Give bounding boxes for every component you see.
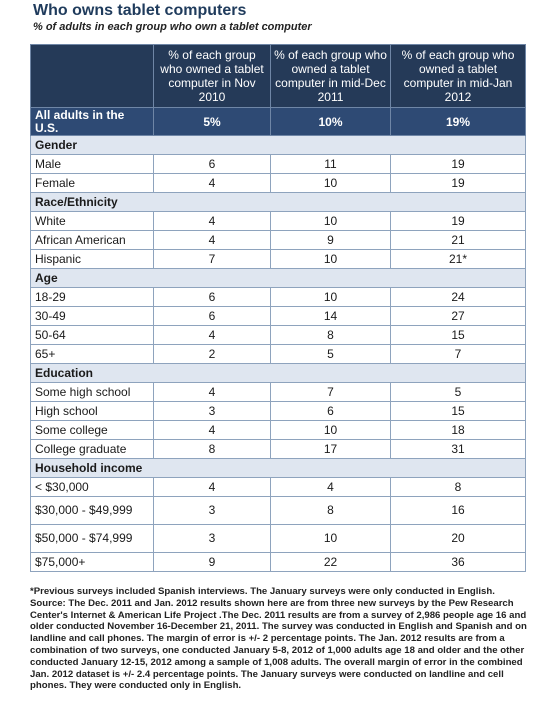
section-header-row bbox=[31, 459, 526, 478]
row-label: Female bbox=[31, 174, 154, 193]
cell-value: 21* bbox=[391, 250, 526, 269]
cell-value: 4 bbox=[154, 326, 271, 345]
cell-value: 6 bbox=[271, 402, 391, 421]
table-row bbox=[31, 525, 526, 553]
table-row bbox=[31, 212, 526, 231]
section-heading: Race/Ethnicity bbox=[31, 193, 526, 212]
cell-value: 10 bbox=[271, 421, 391, 440]
cell-value: 15 bbox=[391, 402, 526, 421]
cell-value: 6 bbox=[154, 307, 271, 326]
table-row bbox=[31, 288, 526, 307]
section-heading: Household income bbox=[31, 459, 526, 478]
column-header: % of each group who owned a tablet computer in mid-Dec 2011 bbox=[271, 45, 391, 108]
cell-value: 21 bbox=[391, 231, 526, 250]
section-header-row bbox=[31, 136, 526, 155]
column-header: % of each group who owned a tablet computer in mid-Jan 2012 bbox=[391, 45, 526, 108]
row-label: 18-29 bbox=[31, 288, 154, 307]
cell-value: 6 bbox=[154, 288, 271, 307]
cell-value: 19% bbox=[391, 108, 526, 136]
cell-value: 15 bbox=[391, 326, 526, 345]
section-heading: Education bbox=[31, 364, 526, 383]
row-label: < $30,000 bbox=[31, 478, 154, 497]
cell-value: 4 bbox=[154, 231, 271, 250]
section-header-row bbox=[31, 193, 526, 212]
table-row bbox=[31, 383, 526, 402]
cell-value: 4 bbox=[154, 212, 271, 231]
cell-value: 7 bbox=[271, 383, 391, 402]
row-label: Some college bbox=[31, 421, 154, 440]
cell-value: 17 bbox=[271, 440, 391, 459]
cell-value: 7 bbox=[391, 345, 526, 364]
cell-value: 9 bbox=[154, 553, 271, 572]
page-subtitle: % of adults in each group who own a tablet computer bbox=[33, 21, 312, 33]
cell-value: 5% bbox=[154, 108, 271, 136]
cell-value: 4 bbox=[271, 478, 391, 497]
cell-value: 19 bbox=[391, 212, 526, 231]
cell-value: 3 bbox=[154, 497, 271, 525]
table-row bbox=[31, 326, 526, 345]
cell-value: 5 bbox=[391, 383, 526, 402]
row-label: African American bbox=[31, 231, 154, 250]
cell-value: 10 bbox=[271, 174, 391, 193]
cell-value: 16 bbox=[391, 497, 526, 525]
cell-value: 3 bbox=[154, 402, 271, 421]
cell-value: 4 bbox=[154, 174, 271, 193]
cell-value: 9 bbox=[271, 231, 391, 250]
page-title: Who owns tablet computers bbox=[33, 2, 247, 19]
cell-value: 4 bbox=[154, 478, 271, 497]
cell-value: 18 bbox=[391, 421, 526, 440]
all-adults-row bbox=[31, 108, 526, 136]
table-row bbox=[31, 174, 526, 193]
cell-value: 8 bbox=[271, 326, 391, 345]
row-label: College graduate bbox=[31, 440, 154, 459]
table-row bbox=[31, 497, 526, 525]
section-heading: Gender bbox=[31, 136, 526, 155]
row-label: Male bbox=[31, 155, 154, 174]
row-label: Some high school bbox=[31, 383, 154, 402]
cell-value: 4 bbox=[154, 421, 271, 440]
row-label: Hispanic bbox=[31, 250, 154, 269]
table-row bbox=[31, 155, 526, 174]
cell-value: 11 bbox=[271, 155, 391, 174]
row-label: 30-49 bbox=[31, 307, 154, 326]
row-label: $30,000 - $49,999 bbox=[31, 497, 154, 525]
cell-value: 10 bbox=[271, 212, 391, 231]
table-row bbox=[31, 231, 526, 250]
row-label: All adults in the U.S. bbox=[31, 108, 154, 136]
footnote-text: *Previous surveys included Spanish interviews. The January surveys were only conducted in English. Source: The Dec. 2011 and Jan. 2012 results shown here are from three new surveys by the Pew Research Center's Internet & American Life Project .The Dec. 2011 results are from a survey of 2,986 people age 16 and older conducted November 16-December 21, 2011. The survey was conducted in English and Spanish and on landline and call phones. The margin of error is +/- 2 percentage points. The Jan. 2012 results are from a combination of two surveys, one conducted January 5-8, 2012 of 1,000 adults age 18 and older and the other conducted January 12-15, 2012 among a sample of 1,008 adults. The overall margin of error in the combined Jan. 2012 dataset is +/- 2.4 percentage points. The January surveys were conducted on landline and cell phones. They were conducted only in English. bbox=[30, 586, 527, 692]
cell-value: 7 bbox=[154, 250, 271, 269]
cell-value: 14 bbox=[271, 307, 391, 326]
section-header-row bbox=[31, 364, 526, 383]
table-row bbox=[31, 250, 526, 269]
row-label: White bbox=[31, 212, 154, 231]
section-heading: Age bbox=[31, 269, 526, 288]
section-header-row bbox=[31, 269, 526, 288]
cell-value: 27 bbox=[391, 307, 526, 326]
cell-value: 3 bbox=[154, 525, 271, 553]
row-label: High school bbox=[31, 402, 154, 421]
table-row bbox=[31, 307, 526, 326]
cell-value: 10 bbox=[271, 250, 391, 269]
cell-value: 10 bbox=[271, 525, 391, 553]
cell-value: 4 bbox=[154, 383, 271, 402]
cell-value: 8 bbox=[391, 478, 526, 497]
table-row bbox=[31, 440, 526, 459]
cell-value: 10% bbox=[271, 108, 391, 136]
cell-value: 19 bbox=[391, 155, 526, 174]
cell-value: 31 bbox=[391, 440, 526, 459]
column-header: % of each group who owned a tablet computer in Nov 2010 bbox=[154, 45, 271, 108]
cell-value: 24 bbox=[391, 288, 526, 307]
cell-value: 2 bbox=[154, 345, 271, 364]
cell-value: 5 bbox=[271, 345, 391, 364]
tablet-ownership-table bbox=[30, 44, 526, 572]
header-corner-cell bbox=[31, 45, 154, 108]
row-label: 65+ bbox=[31, 345, 154, 364]
cell-value: 8 bbox=[271, 497, 391, 525]
cell-value: 22 bbox=[271, 553, 391, 572]
row-label: $75,000+ bbox=[31, 553, 154, 572]
table-row bbox=[31, 478, 526, 497]
header-row bbox=[31, 45, 526, 108]
cell-value: 36 bbox=[391, 553, 526, 572]
row-label: $50,000 - $74,999 bbox=[31, 525, 154, 553]
cell-value: 19 bbox=[391, 174, 526, 193]
table-row bbox=[31, 345, 526, 364]
cell-value: 8 bbox=[154, 440, 271, 459]
cell-value: 20 bbox=[391, 525, 526, 553]
table-row bbox=[31, 402, 526, 421]
cell-value: 6 bbox=[154, 155, 271, 174]
row-label: 50-64 bbox=[31, 326, 154, 345]
table-row bbox=[31, 553, 526, 572]
cell-value: 10 bbox=[271, 288, 391, 307]
table-row bbox=[31, 421, 526, 440]
